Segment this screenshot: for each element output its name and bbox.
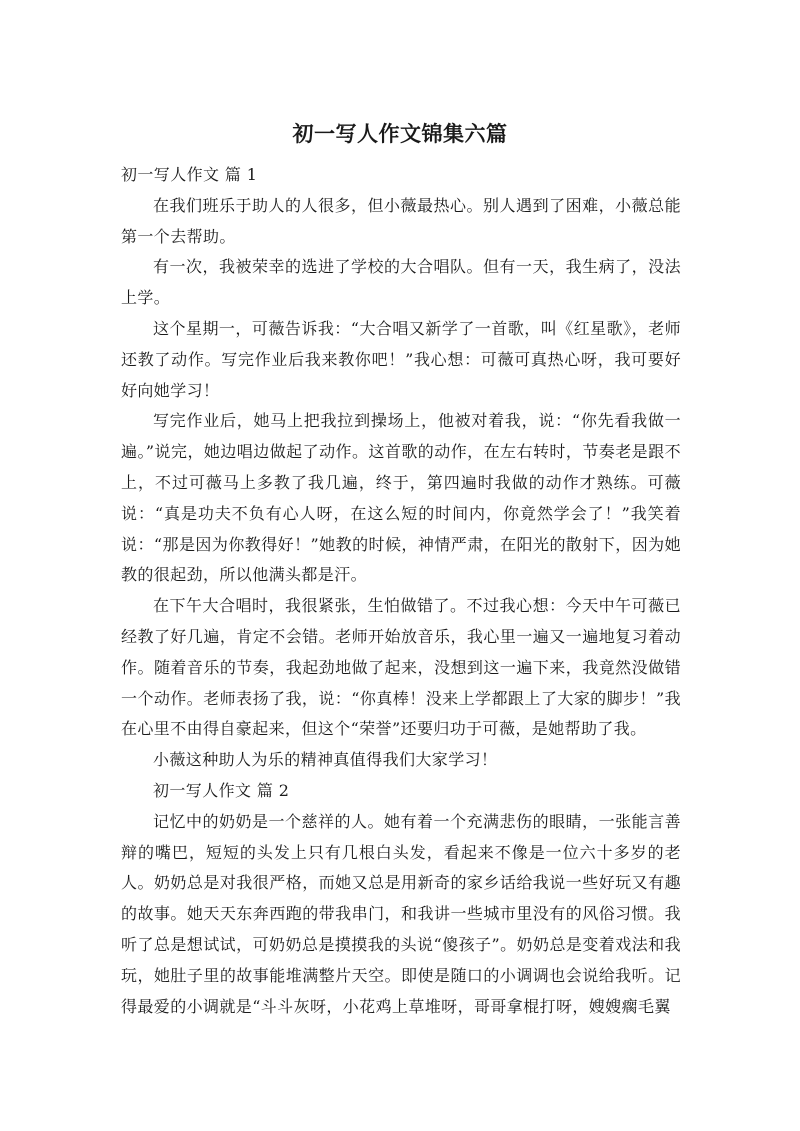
paragraph: 小薇这种助人为乐的精神真值得我们大家学习！ — [153, 750, 498, 770]
paragraph: 有一次，我被荣幸的选进了学校的大合唱队。但有一天，我生病了，没法上学。 — [121, 257, 681, 308]
section-heading-1: 初一写人作文 篇 1 — [121, 165, 258, 184]
paragraph: 这个星期一，可薇告诉我：“大合唱又新学了一首歌，叫《红星歌》，老师还教了动作。写完作业后我来教你吧！”我心想：可薇可真热心呀，我可要好好向她学习！ — [121, 318, 681, 400]
paragraph: 在下午大合唱时，我很紧张，生怕做错了。不过我心想：今天中午可薇已经教了好几遍，肯定不会错。老师开始放音乐，我心里一遍又一遍地复习着动作。随着音乐的节奏，我起劲地做了起来，没想到这一遍下来，我竟然没做错一个动作。老师表扬了我，说：“你真棒！没来上学都跟上了大家的脚步！”我在心里不由得自豪起来，但这个“荣誉”还要归功于可薇，是她帮助了我。 — [121, 596, 681, 739]
paragraph: 在我们班乐于助人的人很多，但小薇最热心。别人遇到了困难，小薇总能第一个去帮助。 — [121, 195, 681, 246]
paragraph: 写完作业后，她马上把我拉到操场上，他被对着我，说：“你先看我做一遍。”说完，她边唱边做起了动作。这首歌的动作，在左右转时，节奏老是跟不上，不过可薇马上多教了我几遍，终于，第四遍时我做的动作才熟练。可薇说：“真是功夫不负有心人呀，在这么短的时间内，你竟然学会了！”我笑着说：“那是因为你教得好！”她教的时候，神情严肃，在阳光的散射下，因为她教的很起劲，所以他满头都是汗。 — [121, 411, 681, 585]
document-title: 初一写人作文锦集六篇 — [292, 122, 508, 146]
section-heading-2: 初一写人作文 篇 2 — [153, 780, 290, 800]
document-body — [121, 160, 681, 1022]
paragraph: 记忆中的奶奶是一个慈祥的人。她有着一个充满悲伤的眼睛，一张能言善辩的嘴巴，短短的头发上只有几根白头发，看起来不像是一位六十多岁的老人。奶奶总是对我很严格，而她又总是用新奇的家乡话给我说一些好玩又有趣的故事。她天天东奔西跑的带我串门，和我讲一些城市里没有的风俗习惯。我听了总是想试试，可奶奶总是摸摸我的头说“傻孩子”。奶奶总是变着戏法和我玩，她肚子里的故事能堆满整片天空。即使是随口的小调调也会说给我听。记得最爱的小调就是“斗斗灰呀，小花鸡上草堆呀，哥哥拿棍打呀，嫂嫂瘸毛翼 — [121, 811, 681, 1016]
